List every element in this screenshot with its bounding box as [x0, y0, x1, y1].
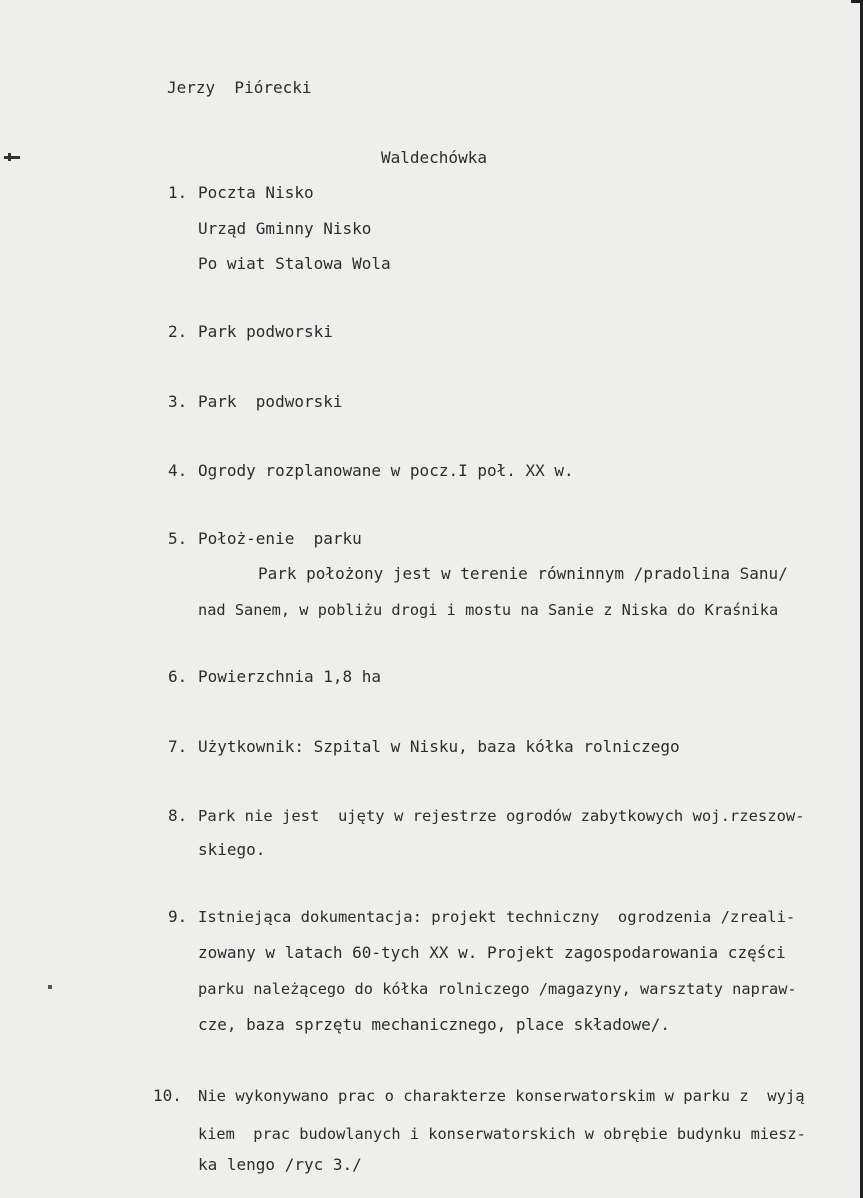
page-edge-corner [851, 0, 863, 3]
margin-mark [8, 153, 11, 161]
item-text: skiego. [198, 840, 266, 859]
item-text: Istniejąca dokumentacja: projekt techniczny ogrodzenia /zreali- [198, 908, 796, 926]
item-text: parku należącego do kółka rolniczego /magazyny, warsztaty napraw- [198, 980, 797, 998]
item-text: Park podworski [198, 392, 343, 411]
item-number: 5. [168, 529, 188, 548]
margin-mark [4, 156, 20, 159]
item-number: 9. [168, 907, 188, 926]
item-text: ka lengo /ryc 3./ [198, 1155, 362, 1174]
item-number: 7. [168, 737, 188, 756]
item-text: Nie wykonywano prac o charakterze konserwatorskim w parku z wyją [198, 1087, 805, 1105]
author-name: Jerzy Piórecki [167, 78, 312, 97]
item-text: nad Sanem, w pobliżu drogi i mostu na Sanie z Niska do Kraśnika [198, 601, 779, 619]
item-text: Użytkownik: Szpital w Nisku, baza kółka rolniczego [198, 737, 680, 756]
item-text: Powierzchnia 1,8 ha [198, 667, 382, 686]
item-number: 1. [168, 183, 188, 202]
item-text: Poczta Nisko [198, 183, 314, 202]
item-number: 2. [168, 322, 188, 341]
margin-mark [48, 985, 52, 989]
item-number: 10. [153, 1086, 182, 1105]
item-text: Park podworski [198, 322, 333, 341]
item-number: 3. [168, 392, 188, 411]
item-text: Park położony jest w terenie równinnym /pradolina Sanu/ [258, 564, 788, 583]
item-text: Po wiat Stalowa Wola [198, 254, 391, 273]
item-text: cze, baza sprzętu mechanicznego, place składowe/. [198, 1015, 671, 1034]
item-number: 4. [168, 461, 188, 480]
item-number: 8. [168, 806, 188, 825]
item-text: kiem prac budowlanych i konserwatorskich w obrębie budynku miesz- [198, 1125, 806, 1143]
item-text: Urząd Gminny Nisko [198, 219, 372, 238]
item-text: zowany w latach 60-tych XX w. Projekt zagospodarowania części [198, 943, 786, 962]
item-text: Położ-enie parku [198, 529, 362, 548]
item-text: Park nie jest ujęty w rejestrze ogrodów zabytkowych woj.rzeszow- [198, 807, 805, 825]
item-text: Ogrody rozplanowane w pocz.I poł. XX w. [198, 461, 574, 480]
item-number: 6. [168, 667, 188, 686]
document-title: Waldechówka [381, 148, 487, 167]
